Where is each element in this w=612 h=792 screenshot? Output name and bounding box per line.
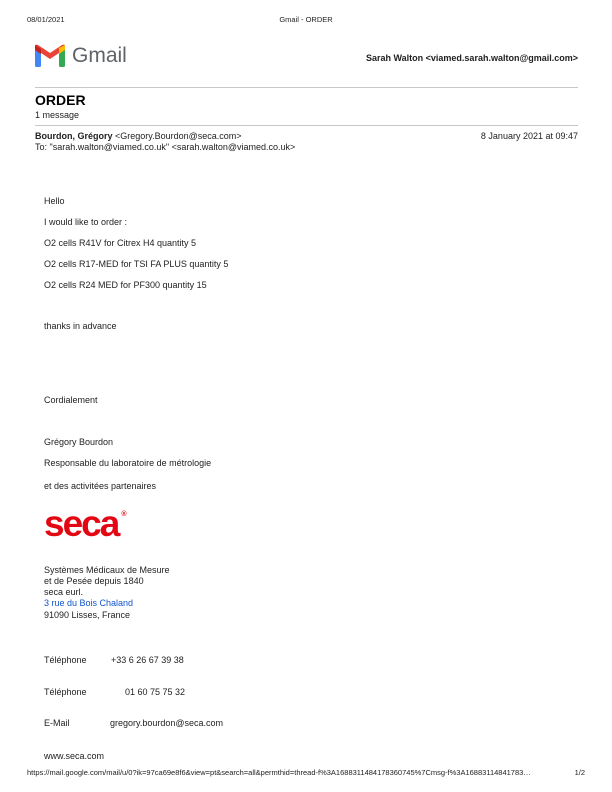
phone-1-value: +33 6 26 67 39 38 — [111, 655, 184, 665]
company-line-3: seca eurl. — [44, 587, 84, 597]
order-line-1: O2 cells R41V for Citrex H4 quantity 5 — [44, 238, 197, 248]
seca-logo — [44, 503, 127, 545]
signature-title-2: et des activitées partenaires — [44, 481, 157, 491]
message-count: 1 message — [35, 110, 80, 120]
email-label: E-Mail — [44, 718, 70, 728]
signature-title-1: Responsable du laboratoire de métrologie — [44, 458, 212, 468]
phone-2-value: 01 60 75 75 32 — [125, 687, 186, 697]
gmail-m-icon — [35, 44, 65, 67]
email-value: gregory.bourdon@seca.com — [110, 718, 224, 728]
greeting: Hello — [44, 196, 65, 206]
company-line-1: Systèmes Médicaux de Mesure — [44, 565, 170, 575]
sender-name: Bourdon, Grégory — [35, 131, 113, 141]
registered-mark: ® — [121, 511, 127, 518]
thread-subject: ORDER — [35, 92, 86, 108]
company-city: 91090 Lisses, France — [44, 610, 131, 620]
thanks-line: thanks in advance — [44, 321, 117, 331]
phone-1-label: Téléphone — [44, 655, 87, 665]
sender-email: <Gregory.Bourdon@seca.com> — [115, 131, 242, 141]
gmail-logo — [35, 44, 65, 72]
seca-logo-text: seca — [44, 503, 119, 544]
sender — [35, 131, 242, 141]
phone-2-label: Téléphone — [44, 687, 87, 697]
print-date: 08/01/2021 — [27, 15, 65, 24]
website: www.seca.com — [44, 751, 105, 761]
divider — [35, 87, 578, 88]
company-line-2: et de Pesée depuis 1840 — [44, 576, 144, 586]
intro-line: I would like to order : — [44, 217, 128, 227]
message-date: 8 January 2021 at 09:47 — [480, 131, 578, 141]
order-line-3: O2 cells R24 MED for PF300 quantity 15 — [44, 280, 207, 290]
account-email: Sarah Walton <viamed.sarah.walton@gmail.com> — [365, 53, 578, 63]
divider — [35, 125, 578, 126]
page-number: 1/2 — [574, 768, 585, 777]
recipient: To: "sarah.walton@viamed.co.uk" <sarah.walton@viamed.co.uk> — [35, 142, 296, 152]
order-line-2: O2 cells R17-MED for TSI FA PLUS quantity 5 — [44, 259, 229, 269]
closing: Cordialement — [44, 395, 98, 405]
signature-name: Grégory Bourdon — [44, 437, 114, 447]
print-url: https://mail.google.com/mail/u/0?ik=97ca69e8f6&view=pt&search=all&permthid=thread-f%3A1688311484178360745%7Cmsg-f%3A16883114841783… — [27, 768, 531, 777]
address-link[interactable]: 3 rue du Bois Chaland — [44, 598, 134, 608]
gmail-logo-text: Gmail — [72, 44, 127, 67]
print-title: Gmail - ORDER — [279, 15, 333, 24]
